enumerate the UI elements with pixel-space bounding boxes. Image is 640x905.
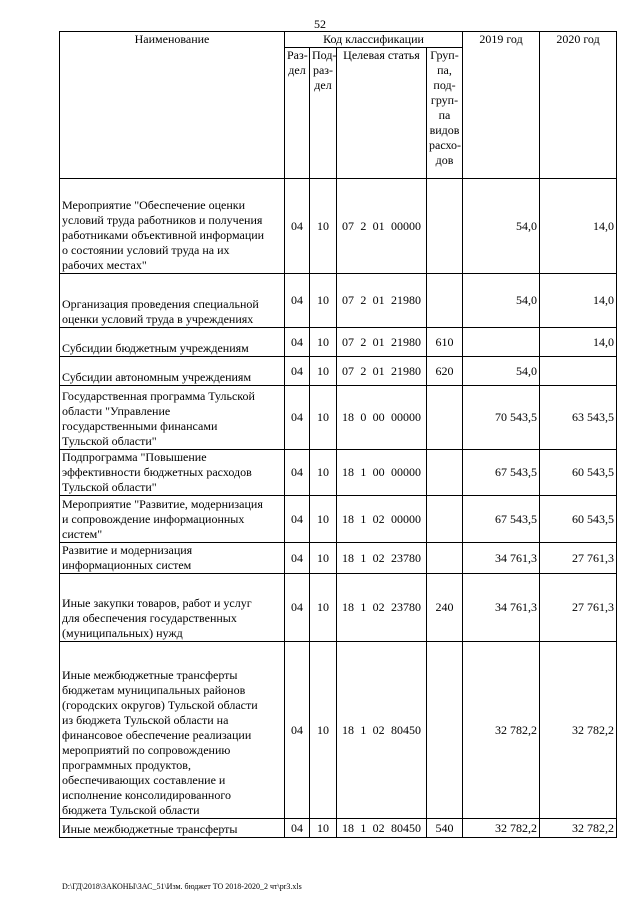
header-expense-group-line: расхо- [429, 138, 462, 152]
row-name-line: области "Управление [62, 404, 171, 418]
row-subsection: 10 [310, 450, 337, 496]
row-subsection: 10 [310, 357, 337, 386]
row-amount-2020: 63 543,5 [540, 386, 617, 450]
header-expense-group-line: па, [437, 63, 452, 77]
target-item-part: 1 [360, 465, 367, 479]
target-item-part: 21980 [390, 363, 421, 378]
row-name [60, 328, 285, 357]
row-subsection: 10 [310, 496, 337, 543]
table-row [60, 819, 617, 838]
target-item-code [339, 512, 424, 527]
row-name [60, 496, 285, 543]
row-name-line: эффективности бюджетных расходов [62, 465, 252, 479]
target-item-code [339, 600, 424, 615]
target-item-part: 18 [342, 820, 354, 835]
row-target-item [337, 357, 427, 386]
row-expense-group: 540 [427, 819, 463, 838]
row-section: 04 [285, 543, 310, 574]
row-name-line: (муниципальных) нужд [62, 626, 183, 640]
row-name-line: Субсидии бюджетным учреждениям [62, 341, 249, 355]
row-name-line: Тульской области" [62, 434, 157, 448]
row-name-line: мероприятий по сопровождению [62, 743, 231, 757]
row-name-line: Государственная программа Тульской [62, 389, 255, 403]
header-subsection [310, 48, 337, 179]
table-row [60, 574, 617, 642]
header-subsection-line: Под- [312, 48, 337, 62]
row-target-item [337, 274, 427, 328]
row-name-line: исполнение консолидированного [62, 788, 231, 802]
table-row [60, 179, 617, 274]
target-item-part: 00000 [390, 465, 421, 479]
row-amount-2019: 70 543,5 [463, 386, 540, 450]
row-name-line: оценки условий труда в учреждениях [62, 312, 254, 326]
row-name-line: о состоянии условий труда на их [62, 243, 230, 257]
table-row [60, 357, 617, 386]
row-name-line: Подпрограмма "Повышение [62, 450, 207, 464]
target-item-part: 00000 [390, 511, 421, 526]
page-number: 52 [314, 17, 326, 31]
row-name [60, 450, 285, 496]
row-name-line: для обеспечения государственных [62, 611, 237, 625]
target-item-part: 1 [360, 820, 367, 835]
target-item-part: 1 [360, 550, 367, 565]
table-row [60, 450, 617, 496]
row-subsection: 10 [310, 328, 337, 357]
header-section-line: дел [288, 63, 306, 77]
row-name [60, 179, 285, 274]
target-item-code [339, 551, 424, 566]
row-name-line: Субсидии автономным учреждениям [62, 370, 252, 384]
row-section: 04 [285, 386, 310, 450]
row-expense-group [427, 179, 463, 274]
row-subsection: 10 [310, 274, 337, 328]
header-section [285, 48, 310, 179]
target-item-part: 00000 [390, 218, 421, 233]
target-item-part: 02 [372, 550, 385, 565]
row-section: 04 [285, 574, 310, 642]
row-expense-group [427, 274, 463, 328]
row-target-item [337, 386, 427, 450]
target-item-code [339, 335, 424, 350]
row-name-line: финансовое обеспечение реализации [62, 728, 252, 742]
header-expense-group [427, 48, 463, 179]
row-name [60, 819, 285, 838]
row-name-line: Иные межбюджетные трансферты [62, 822, 238, 836]
row-subsection: 10 [310, 574, 337, 642]
target-item-part: 21980 [390, 293, 421, 307]
target-item-part: 07 [342, 293, 354, 307]
row-name-line: государственными финансами [62, 419, 218, 433]
row-expense-group: 610 [427, 328, 463, 357]
row-name-line: Организация проведения специальной [62, 297, 259, 311]
target-item-part: 02 [372, 820, 385, 835]
target-item-code [339, 410, 424, 425]
target-item-part: 23780 [390, 550, 421, 565]
target-item-part: 07 [342, 334, 354, 349]
row-name-line: Мероприятие "Обеспечение оценки [62, 198, 246, 212]
row-name [60, 574, 285, 642]
row-target-item [337, 642, 427, 819]
header-expense-group-line: под- [433, 78, 456, 92]
row-amount-2019 [463, 328, 540, 357]
table-row [60, 274, 617, 328]
row-name-line: систем" [62, 527, 103, 541]
table-row [60, 386, 617, 450]
target-item-part: 2 [360, 363, 367, 378]
row-amount-2019: 34 761,3 [463, 543, 540, 574]
target-item-part: 02 [372, 600, 385, 614]
row-target-item [337, 574, 427, 642]
row-amount-2020 [540, 357, 617, 386]
row-name-line: Мероприятие "Развитие, модернизация [62, 497, 263, 511]
row-name [60, 642, 285, 819]
target-item-code [339, 465, 424, 480]
row-expense-group [427, 450, 463, 496]
target-item-part: 00 [372, 410, 385, 424]
header-expense-group-line: груп- [430, 93, 459, 107]
row-name-line: Развитие и модернизация [62, 543, 193, 557]
row-name-line: работниками объективной информации [62, 228, 265, 242]
table-row [60, 543, 617, 574]
target-item-part: 18 [342, 465, 354, 479]
header-expense-group-line: па [438, 108, 451, 122]
row-name-line: (городских округов) Тульской области [62, 698, 258, 712]
table-header [60, 32, 617, 179]
row-amount-2020: 32 782,2 [540, 819, 617, 838]
target-item-part: 1 [360, 722, 367, 737]
target-item-part: 01 [372, 218, 385, 233]
target-item-part: 2 [360, 334, 367, 349]
row-name-line: программных продуктов, [62, 758, 191, 772]
row-section: 04 [285, 819, 310, 838]
row-amount-2019: 54,0 [463, 179, 540, 274]
target-item-part: 1 [360, 511, 367, 526]
row-subsection: 10 [310, 819, 337, 838]
file-path-footer: D:\ГД\2018\ЗАКОНЫ\ЗАС_51\Изм. бюджет ТО 2018-2020_2 чт\pr3.xls [62, 882, 302, 891]
row-name-line: бюджета Тульской области [62, 803, 200, 817]
target-item-code [339, 293, 424, 308]
row-target-item [337, 328, 427, 357]
row-subsection: 10 [310, 386, 337, 450]
row-name-line: рабочих местах" [62, 258, 147, 272]
row-target-item [337, 496, 427, 543]
target-item-part: 18 [342, 600, 354, 614]
row-section: 04 [285, 179, 310, 274]
row-section: 04 [285, 357, 310, 386]
row-amount-2020: 27 761,3 [540, 543, 617, 574]
row-subsection: 10 [310, 179, 337, 274]
header-subsection-line: раз- [312, 63, 334, 77]
header-classification: Код классификации [285, 32, 463, 48]
row-name-line: условий труда работников и получения [62, 213, 263, 227]
target-item-part: 01 [372, 363, 385, 378]
target-item-part: 01 [372, 334, 385, 349]
row-target-item [337, 179, 427, 274]
target-item-part: 23780 [390, 600, 421, 614]
row-name-line: Иные закупки товаров, работ и услуг [62, 596, 252, 610]
row-amount-2020: 27 761,3 [540, 574, 617, 642]
row-section: 04 [285, 328, 310, 357]
header-year-2020: 2020 год [540, 32, 617, 179]
row-amount-2020: 14,0 [540, 328, 617, 357]
target-item-part: 80450 [390, 722, 421, 737]
row-amount-2019: 67 543,5 [463, 496, 540, 543]
table-row [60, 642, 617, 819]
row-amount-2019: 32 782,2 [463, 642, 540, 819]
row-subsection: 10 [310, 642, 337, 819]
target-item-part: 1 [360, 600, 367, 614]
header-expense-group-line: Груп- [430, 48, 459, 62]
row-target-item [337, 543, 427, 574]
row-amount-2020: 14,0 [540, 179, 617, 274]
target-item-part: 07 [342, 363, 354, 378]
row-section: 04 [285, 642, 310, 819]
row-amount-2019: 32 782,2 [463, 819, 540, 838]
row-name [60, 357, 285, 386]
row-section: 04 [285, 450, 310, 496]
target-item-code [339, 723, 424, 738]
row-name-line: информационных систем [62, 558, 192, 572]
header-target-item: Целевая статья [337, 48, 427, 179]
row-amount-2020: 60 543,5 [540, 450, 617, 496]
row-section: 04 [285, 274, 310, 328]
row-amount-2019: 67 543,5 [463, 450, 540, 496]
target-item-part: 07 [342, 218, 354, 233]
row-expense-group [427, 543, 463, 574]
row-expense-group [427, 386, 463, 450]
row-target-item [337, 450, 427, 496]
row-name-line: Иные межбюджетные трансферты [62, 668, 238, 682]
row-name [60, 274, 285, 328]
header-year-2019: 2019 год [463, 32, 540, 179]
target-item-part: 21980 [390, 334, 421, 349]
row-amount-2019: 54,0 [463, 357, 540, 386]
row-subsection: 10 [310, 543, 337, 574]
row-name [60, 543, 285, 574]
row-expense-group: 620 [427, 357, 463, 386]
row-name-line: и сопровождение информационных [62, 512, 245, 526]
header-section-line: Раз- [287, 48, 308, 62]
target-item-code [339, 364, 424, 379]
budget-table [59, 31, 617, 838]
row-name-line: из бюджета Тульской области на [62, 713, 229, 727]
header-name: Наименование [60, 32, 285, 179]
header-subsection-line: дел [314, 78, 332, 92]
row-amount-2019: 34 761,3 [463, 574, 540, 642]
target-item-code [339, 219, 424, 234]
target-item-part: 02 [372, 722, 385, 737]
header-expense-group-line: видов [429, 123, 460, 137]
target-item-part: 00 [372, 465, 385, 479]
target-item-part: 18 [342, 550, 354, 565]
target-item-part: 18 [342, 410, 354, 424]
row-expense-group: 240 [427, 574, 463, 642]
header-expense-group-line: дов [435, 153, 454, 167]
row-name-line: обеспечивающих составление и [62, 773, 226, 787]
row-name-line: Тульской области" [62, 480, 157, 494]
target-item-part: 18 [342, 722, 354, 737]
row-amount-2019: 54,0 [463, 274, 540, 328]
target-item-part: 02 [372, 511, 385, 526]
target-item-part: 2 [360, 293, 367, 307]
row-expense-group [427, 496, 463, 543]
row-amount-2020: 14,0 [540, 274, 617, 328]
row-target-item [337, 819, 427, 838]
row-name [60, 386, 285, 450]
target-item-part: 00000 [390, 410, 421, 424]
table-row [60, 328, 617, 357]
row-name-line: бюджетам муниципальных районов [62, 683, 246, 697]
row-section: 04 [285, 496, 310, 543]
target-item-code [339, 821, 424, 836]
target-item-part: 2 [360, 218, 367, 233]
target-item-part: 01 [372, 293, 385, 307]
target-item-part: 80450 [390, 820, 421, 835]
target-item-part: 18 [342, 511, 354, 526]
row-expense-group [427, 642, 463, 819]
row-amount-2020: 60 543,5 [540, 496, 617, 543]
table-body [60, 179, 617, 838]
target-item-part: 0 [360, 410, 367, 424]
table-row [60, 496, 617, 543]
row-amount-2020: 32 782,2 [540, 642, 617, 819]
